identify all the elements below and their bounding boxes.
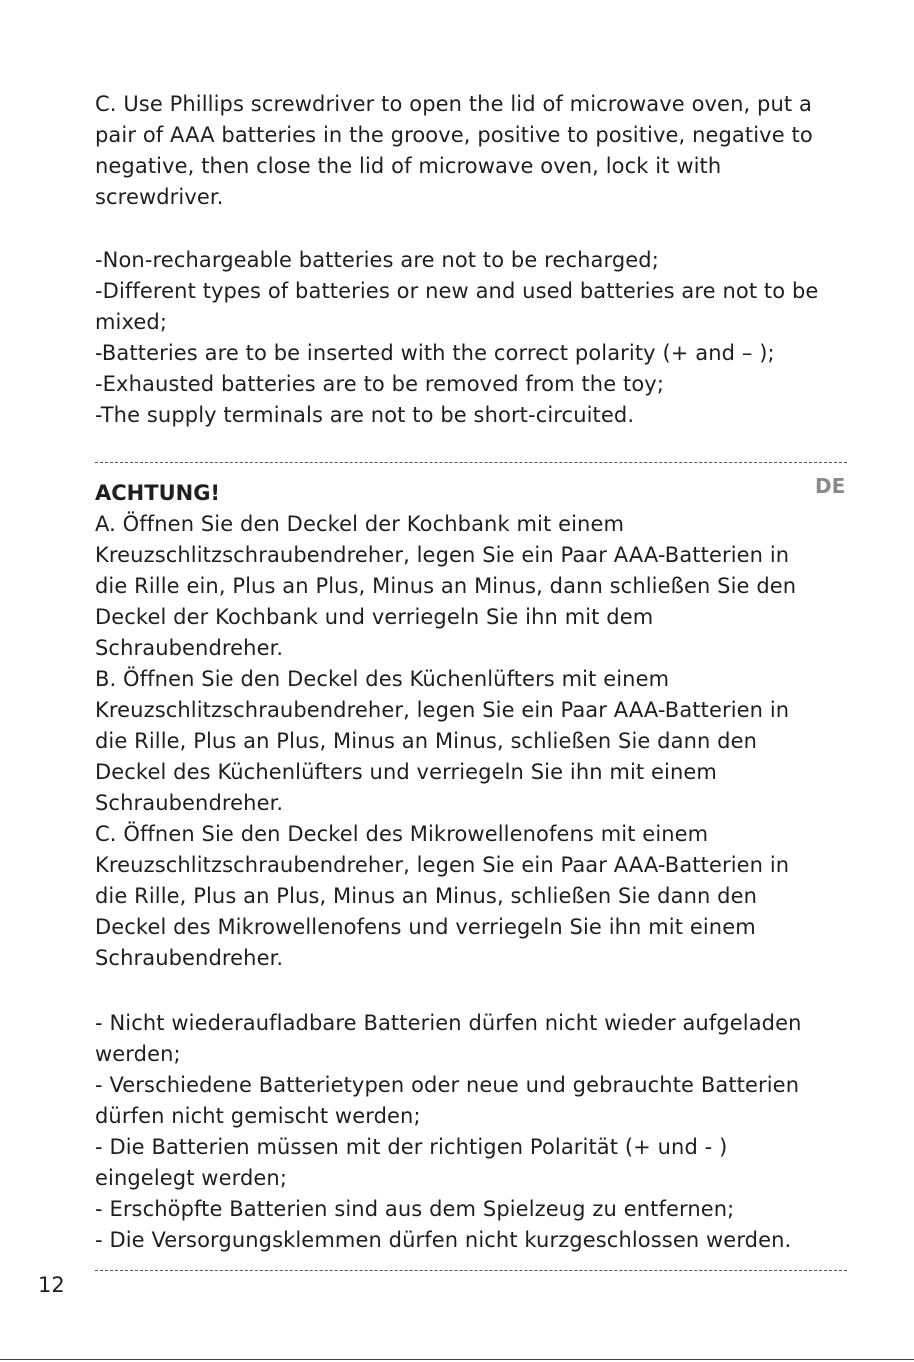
text-line: Schraubendreher. [95, 946, 284, 970]
text-line: Deckel des Küchenlüfters und verriegeln Sie ihn mit einem [95, 760, 717, 784]
text-line: die Rille, Plus an Plus, Minus an Minus, schließen Sie dann den [95, 729, 758, 753]
text-line: die Rille ein, Plus an Plus, Minus an Minus, dann schließen Sie den [95, 574, 797, 598]
text-line: Kreuzschlitzschraubendreher, legen Sie ein Paar AAA-Batterien in [95, 853, 790, 877]
text-line: -Exhausted batteries are to be removed from the toy; [95, 372, 664, 396]
text-line: screwdriver. [95, 185, 224, 209]
text-line: werden; [95, 1042, 181, 1066]
text-line: -Batteries are to be inserted with the correct polarity (+ and – ); [95, 341, 775, 365]
text-line: pair of AAA batteries in the groove, positive to positive, negative to [95, 123, 813, 147]
text-line: C. Öffnen Sie den Deckel des Mikrowellenofens mit einem [95, 822, 709, 846]
text-line: -The supply terminals are not to be short-circuited. [95, 403, 635, 427]
english-battery-warnings [95, 245, 875, 431]
text-line: Kreuzschlitzschraubendreher, legen Sie ein Paar AAA-Batterien in [95, 543, 790, 567]
text-line: A. Öffnen Sie den Deckel der Kochbank mit einem [95, 512, 625, 536]
text-line: Deckel der Kochbank und verriegeln Sie ihn mit dem [95, 605, 654, 629]
german-heading: ACHTUNG! [95, 481, 221, 505]
section-divider [95, 462, 847, 463]
text-line: - Die Batterien müssen mit der richtigen Polarität (+ und - ) [95, 1135, 728, 1159]
text-line: negative, then close the lid of microwave oven, lock it with [95, 154, 722, 178]
text-line: -Non-rechargeable batteries are not to be recharged; [95, 248, 659, 272]
text-line: - Nicht wiederaufladbare Batterien dürfen nicht wieder aufgeladen [95, 1011, 802, 1035]
text-line: eingelegt werden; [95, 1166, 288, 1190]
text-line: C. Use Phillips screwdriver to open the lid of microwave oven, put a [95, 92, 812, 116]
german-steps [95, 509, 875, 974]
language-badge: DE [815, 474, 846, 498]
text-line: Deckel des Mikrowellenofens und verriegeln Sie ihn mit einem [95, 915, 756, 939]
english-step-c [95, 89, 875, 213]
text-line: die Rille, Plus an Plus, Minus an Minus, schließen Sie dann den [95, 884, 758, 908]
text-line: - Verschiedene Batterietypen oder neue und gebrauchte Batterien [95, 1073, 800, 1097]
text-line: B. Öffnen Sie den Deckel des Küchenlüfters mit einem [95, 667, 670, 691]
text-line: mixed; [95, 310, 167, 334]
text-line: dürfen nicht gemischt werden; [95, 1104, 421, 1128]
text-line: - Die Versorgungsklemmen dürfen nicht kurzgeschlossen werden. [95, 1228, 792, 1252]
page-number: 12 [38, 1273, 65, 1297]
text-line: -Different types of batteries or new and used batteries are not to be [95, 279, 819, 303]
german-battery-warnings [95, 1008, 875, 1256]
section-divider [95, 1270, 847, 1271]
page-bottom-edge [0, 1359, 914, 1360]
text-line: Schraubendreher. [95, 636, 284, 660]
text-line: Kreuzschlitzschraubendreher, legen Sie ein Paar AAA-Batterien in [95, 698, 790, 722]
text-line: - Erschöpfte Batterien sind aus dem Spielzeug zu entfernen; [95, 1197, 735, 1221]
text-line: Schraubendreher. [95, 791, 284, 815]
